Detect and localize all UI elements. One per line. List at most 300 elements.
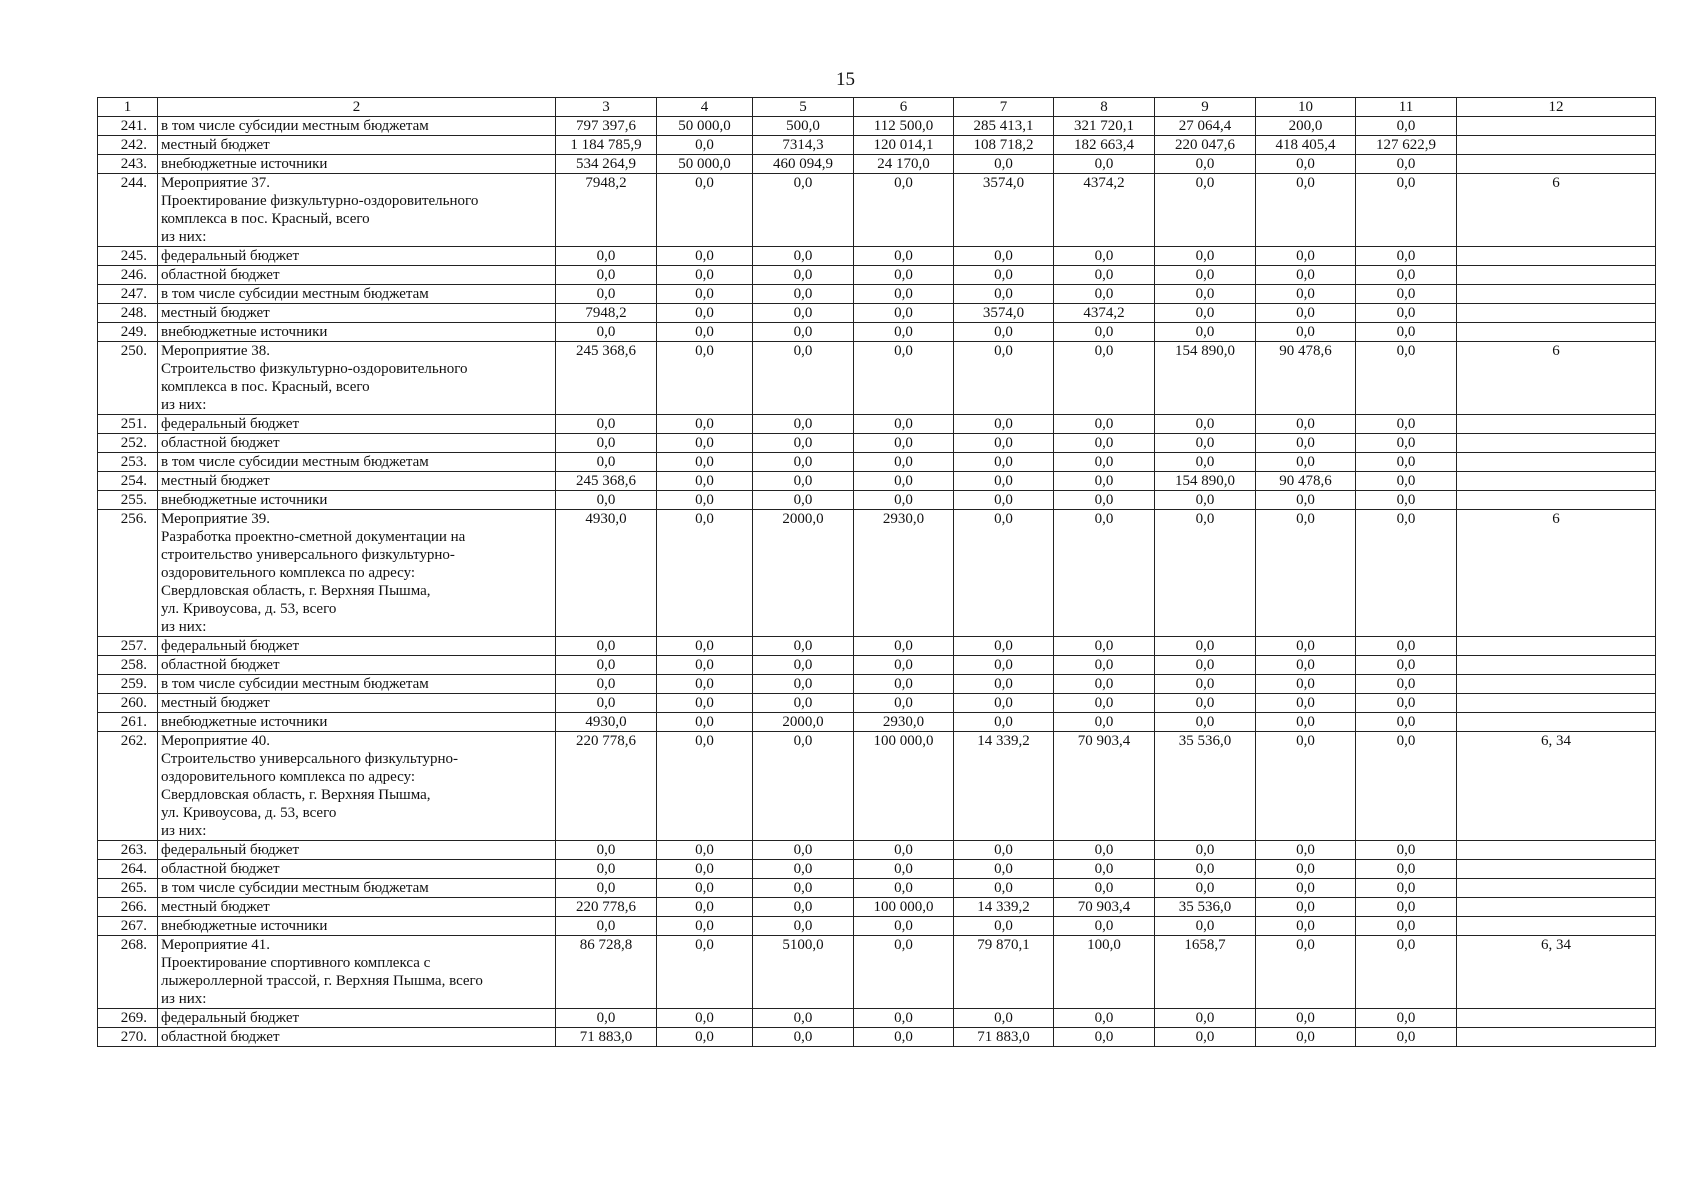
value-cell: 0,0 [753,879,854,898]
value-cell: 0,0 [954,675,1054,694]
value-cell: 0,0 [1054,342,1155,415]
value-cell: 0,0 [1155,434,1256,453]
target-indicator-cell [1457,694,1656,713]
value-cell: 0,0 [753,434,854,453]
column-header: 5 [753,98,854,117]
value-cell: 3574,0 [954,174,1054,247]
value-cell: 0,0 [854,491,954,510]
target-indicator-cell [1457,155,1656,174]
value-cell: 0,0 [1356,637,1457,656]
target-indicator-cell [1457,491,1656,510]
value-cell: 0,0 [1256,155,1356,174]
value-cell: 0,0 [556,841,657,860]
value-cell: 100,0 [1054,936,1155,1009]
table-row [98,174,1656,247]
value-cell: 0,0 [854,342,954,415]
value-cell: 0,0 [1155,637,1256,656]
value-cell: 0,0 [657,637,753,656]
value-cell: 0,0 [1155,266,1256,285]
value-cell: 0,0 [657,841,753,860]
value-cell: 0,0 [1155,247,1256,266]
value-cell: 0,0 [657,323,753,342]
value-cell: 0,0 [854,879,954,898]
row-description: областной бюджет [158,1028,556,1047]
table-row [98,510,1656,637]
table-row [98,472,1656,491]
value-cell: 0,0 [1155,656,1256,675]
value-cell: 0,0 [1356,491,1457,510]
value-cell: 0,0 [1155,285,1256,304]
row-number: 243. [98,155,158,174]
value-cell: 0,0 [1054,860,1155,879]
target-indicator-cell [1457,675,1656,694]
value-cell: 2000,0 [753,510,854,637]
value-cell: 0,0 [1256,936,1356,1009]
row-number: 250. [98,342,158,415]
value-cell: 90 478,6 [1256,472,1356,491]
row-description: местный бюджет [158,694,556,713]
target-indicator-cell [1457,285,1656,304]
value-cell: 0,0 [1054,713,1155,732]
value-cell: 0,0 [556,285,657,304]
table-row [98,917,1656,936]
table-row [98,694,1656,713]
value-cell: 0,0 [954,510,1054,637]
value-cell: 500,0 [753,117,854,136]
target-indicator-cell [1457,323,1656,342]
value-cell: 2000,0 [753,713,854,732]
value-cell: 0,0 [954,694,1054,713]
value-cell: 0,0 [1356,898,1457,917]
value-cell: 0,0 [1054,917,1155,936]
value-cell: 0,0 [854,637,954,656]
value-cell: 1 184 785,9 [556,136,657,155]
value-cell: 120 014,1 [854,136,954,155]
value-cell: 182 663,4 [1054,136,1155,155]
column-header: 6 [854,98,954,117]
value-cell: 0,0 [854,285,954,304]
value-cell: 0,0 [556,656,657,675]
page-number: 15 [836,69,855,90]
table-row [98,323,1656,342]
value-cell: 0,0 [1356,694,1457,713]
target-indicator-cell [1457,917,1656,936]
value-cell: 90 478,6 [1256,342,1356,415]
row-description: областной бюджет [158,656,556,675]
column-header: 11 [1356,98,1457,117]
value-cell: 0,0 [1356,117,1457,136]
row-description: федеральный бюджет [158,247,556,266]
row-description: в том числе субсидии местным бюджетам [158,675,556,694]
value-cell: 154 890,0 [1155,342,1256,415]
row-description: внебюджетные источники [158,155,556,174]
value-cell: 0,0 [1256,491,1356,510]
value-cell: 0,0 [854,247,954,266]
value-cell: 0,0 [854,174,954,247]
table-row [98,860,1656,879]
target-indicator-cell: 6 [1457,510,1656,637]
value-cell: 0,0 [954,472,1054,491]
value-cell: 0,0 [954,491,1054,510]
value-cell: 0,0 [657,453,753,472]
value-cell: 0,0 [954,285,1054,304]
value-cell: 0,0 [1356,860,1457,879]
table-row [98,675,1656,694]
value-cell: 0,0 [1155,860,1256,879]
target-indicator-cell [1457,472,1656,491]
value-cell: 0,0 [1256,434,1356,453]
value-cell: 0,0 [1356,174,1457,247]
column-header: 1 [98,98,158,117]
value-cell: 0,0 [854,453,954,472]
value-cell: 0,0 [753,694,854,713]
value-cell: 0,0 [1054,694,1155,713]
value-cell: 2930,0 [854,510,954,637]
value-cell: 5100,0 [753,936,854,1009]
value-cell: 0,0 [1155,1009,1256,1028]
value-cell: 0,0 [854,675,954,694]
value-cell: 0,0 [854,936,954,1009]
row-description: областной бюджет [158,266,556,285]
value-cell: 24 170,0 [854,155,954,174]
value-cell: 0,0 [753,675,854,694]
value-cell: 4374,2 [1054,304,1155,323]
target-indicator-cell [1457,117,1656,136]
value-cell: 0,0 [954,415,1054,434]
value-cell: 0,0 [954,860,1054,879]
value-cell: 0,0 [854,841,954,860]
value-cell: 0,0 [1356,656,1457,675]
row-description: Мероприятие 40. Строительство универсального физкультурно- оздоровительного комплекса по адресу: Свердловская область, г. Верхняя Пышма, ул. Кривоусова, д. 53, всего из них: [158,732,556,841]
row-description: внебюджетные источники [158,491,556,510]
value-cell: 0,0 [556,675,657,694]
value-cell: 71 883,0 [954,1028,1054,1047]
row-description: внебюджетные источники [158,917,556,936]
value-cell: 2930,0 [854,713,954,732]
value-cell: 0,0 [556,1009,657,1028]
row-number: 241. [98,117,158,136]
value-cell: 0,0 [1256,898,1356,917]
target-indicator-cell [1457,860,1656,879]
value-cell: 460 094,9 [753,155,854,174]
table-row [98,637,1656,656]
target-indicator-cell [1457,136,1656,155]
row-description: местный бюджет [158,472,556,491]
value-cell: 0,0 [1054,656,1155,675]
value-cell: 0,0 [1155,694,1256,713]
value-cell: 0,0 [1356,1028,1457,1047]
value-cell: 0,0 [556,860,657,879]
row-number: 257. [98,637,158,656]
value-cell: 0,0 [954,434,1054,453]
value-cell: 0,0 [1256,675,1356,694]
row-number: 270. [98,1028,158,1047]
value-cell: 0,0 [1256,1028,1356,1047]
value-cell: 0,0 [1256,415,1356,434]
value-cell: 0,0 [1356,342,1457,415]
value-cell: 0,0 [1155,713,1256,732]
value-cell: 220 778,6 [556,732,657,841]
value-cell: 0,0 [1155,453,1256,472]
value-cell: 0,0 [1054,434,1155,453]
value-cell: 0,0 [1054,323,1155,342]
value-cell: 0,0 [1054,155,1155,174]
target-indicator-cell [1457,656,1656,675]
value-cell: 0,0 [1155,323,1256,342]
row-number: 256. [98,510,158,637]
value-cell: 0,0 [657,675,753,694]
target-indicator-cell [1457,898,1656,917]
value-cell: 0,0 [657,917,753,936]
value-cell: 0,0 [657,898,753,917]
value-cell: 0,0 [1054,637,1155,656]
value-cell: 0,0 [556,323,657,342]
table-row [98,713,1656,732]
value-cell: 4374,2 [1054,174,1155,247]
target-indicator-cell [1457,1028,1656,1047]
row-description: федеральный бюджет [158,637,556,656]
table-row [98,117,1656,136]
row-number: 245. [98,247,158,266]
row-number: 268. [98,936,158,1009]
value-cell: 0,0 [1256,917,1356,936]
row-description: федеральный бюджет [158,1009,556,1028]
value-cell: 0,0 [657,285,753,304]
value-cell: 7948,2 [556,174,657,247]
table-row [98,841,1656,860]
value-cell: 0,0 [1256,656,1356,675]
value-cell: 0,0 [854,304,954,323]
table-row [98,342,1656,415]
value-cell: 7948,2 [556,304,657,323]
row-number: 260. [98,694,158,713]
value-cell: 0,0 [1054,472,1155,491]
row-number: 261. [98,713,158,732]
value-cell: 0,0 [1155,1028,1256,1047]
value-cell: 0,0 [753,472,854,491]
row-description: в том числе субсидии местным бюджетам [158,117,556,136]
value-cell: 0,0 [753,415,854,434]
target-indicator-cell: 6, 34 [1457,732,1656,841]
value-cell: 0,0 [1356,453,1457,472]
value-cell: 0,0 [1054,285,1155,304]
value-cell: 0,0 [854,656,954,675]
value-cell: 0,0 [1155,415,1256,434]
value-cell: 0,0 [556,247,657,266]
value-cell: 418 405,4 [1256,136,1356,155]
table-row [98,732,1656,841]
value-cell: 0,0 [1356,304,1457,323]
value-cell: 0,0 [753,637,854,656]
value-cell: 0,0 [753,491,854,510]
value-cell: 0,0 [753,285,854,304]
target-indicator-cell [1457,453,1656,472]
target-indicator-cell: 6, 34 [1457,936,1656,1009]
value-cell: 70 903,4 [1054,898,1155,917]
row-description: внебюджетные источники [158,323,556,342]
value-cell: 0,0 [1155,304,1256,323]
value-cell: 0,0 [954,841,1054,860]
row-number: 263. [98,841,158,860]
target-indicator-cell [1457,304,1656,323]
value-cell: 127 622,9 [1356,136,1457,155]
row-number: 259. [98,675,158,694]
value-cell: 0,0 [1155,174,1256,247]
value-cell: 0,0 [657,304,753,323]
value-cell: 0,0 [556,415,657,434]
value-cell: 0,0 [753,266,854,285]
value-cell: 0,0 [1356,266,1457,285]
row-number: 248. [98,304,158,323]
value-cell: 0,0 [1256,637,1356,656]
target-indicator-cell [1457,434,1656,453]
table-row [98,434,1656,453]
column-header: 3 [556,98,657,117]
value-cell: 0,0 [954,637,1054,656]
value-cell: 0,0 [657,342,753,415]
value-cell: 534 264,9 [556,155,657,174]
value-cell: 0,0 [1356,472,1457,491]
value-cell: 0,0 [1356,879,1457,898]
value-cell: 14 339,2 [954,732,1054,841]
value-cell: 0,0 [753,898,854,917]
row-number: 246. [98,266,158,285]
value-cell: 0,0 [657,434,753,453]
row-number: 267. [98,917,158,936]
value-cell: 0,0 [1054,1028,1155,1047]
value-cell: 0,0 [954,1009,1054,1028]
row-number: 242. [98,136,158,155]
value-cell: 0,0 [954,342,1054,415]
table-row [98,304,1656,323]
value-cell: 0,0 [657,713,753,732]
value-cell: 0,0 [657,732,753,841]
value-cell: 0,0 [1356,415,1457,434]
value-cell: 245 368,6 [556,472,657,491]
row-number: 265. [98,879,158,898]
value-cell: 0,0 [556,491,657,510]
value-cell: 797 397,6 [556,117,657,136]
value-cell: 3574,0 [954,304,1054,323]
row-number: 254. [98,472,158,491]
value-cell: 0,0 [954,155,1054,174]
value-cell: 0,0 [657,510,753,637]
table-row [98,453,1656,472]
value-cell: 0,0 [556,917,657,936]
value-cell: 0,0 [753,453,854,472]
value-cell: 0,0 [1256,266,1356,285]
row-description: областной бюджет [158,434,556,453]
row-number: 253. [98,453,158,472]
value-cell: 14 339,2 [954,898,1054,917]
value-cell: 0,0 [556,637,657,656]
row-number: 269. [98,1009,158,1028]
table-row [98,247,1656,266]
value-cell: 0,0 [1256,732,1356,841]
target-indicator-cell [1457,841,1656,860]
column-header: 8 [1054,98,1155,117]
value-cell: 4930,0 [556,510,657,637]
value-cell: 0,0 [753,323,854,342]
value-cell: 0,0 [1356,247,1457,266]
value-cell: 0,0 [1356,841,1457,860]
value-cell: 0,0 [657,879,753,898]
value-cell: 0,0 [753,1009,854,1028]
value-cell: 0,0 [954,453,1054,472]
value-cell: 0,0 [1256,510,1356,637]
value-cell: 285 413,1 [954,117,1054,136]
table-row [98,155,1656,174]
value-cell: 0,0 [854,1009,954,1028]
value-cell: 0,0 [1356,434,1457,453]
value-cell: 108 718,2 [954,136,1054,155]
value-cell: 0,0 [854,1028,954,1047]
value-cell: 0,0 [954,247,1054,266]
value-cell: 0,0 [657,247,753,266]
row-description: Мероприятие 39. Разработка проектно-сметной документации на строительство универсального физкультурно- оздоровительного комплекса по адресу: Свердловская область, г. Верхняя Пышма, ул. Кривоусова, д. 53, всего из них: [158,510,556,637]
value-cell: 0,0 [556,694,657,713]
value-cell: 0,0 [1054,841,1155,860]
value-cell: 0,0 [1155,491,1256,510]
value-cell: 0,0 [1155,841,1256,860]
row-number: 258. [98,656,158,675]
table-row [98,936,1656,1009]
value-cell: 0,0 [854,266,954,285]
value-cell: 70 903,4 [1054,732,1155,841]
value-cell: 0,0 [1256,247,1356,266]
value-cell: 0,0 [1256,841,1356,860]
row-number: 249. [98,323,158,342]
value-cell: 0,0 [954,917,1054,936]
value-cell: 0,0 [1054,491,1155,510]
value-cell: 0,0 [1356,936,1457,1009]
value-cell: 0,0 [1155,155,1256,174]
value-cell: 7314,3 [753,136,854,155]
value-cell: 0,0 [1356,732,1457,841]
value-cell: 321 720,1 [1054,117,1155,136]
value-cell: 0,0 [1054,1009,1155,1028]
value-cell: 0,0 [1256,453,1356,472]
value-cell: 112 500,0 [854,117,954,136]
value-cell: 0,0 [657,266,753,285]
value-cell: 245 368,6 [556,342,657,415]
row-description: местный бюджет [158,304,556,323]
value-cell: 0,0 [854,472,954,491]
value-cell: 0,0 [657,136,753,155]
value-cell: 0,0 [657,174,753,247]
value-cell: 0,0 [753,732,854,841]
row-number: 251. [98,415,158,434]
column-header: 10 [1256,98,1356,117]
value-cell: 0,0 [854,917,954,936]
target-indicator-cell [1457,879,1656,898]
row-description: внебюджетные источники [158,713,556,732]
value-cell: 0,0 [556,453,657,472]
row-description: Мероприятие 38. Строительство физкультурно-оздоровительного комплекса в пос. Красный, всего из них: [158,342,556,415]
table-row [98,879,1656,898]
value-cell: 0,0 [1155,879,1256,898]
value-cell: 0,0 [1155,917,1256,936]
value-cell: 0,0 [753,247,854,266]
row-description: в том числе субсидии местным бюджетам [158,879,556,898]
row-description: федеральный бюджет [158,841,556,860]
value-cell: 0,0 [556,879,657,898]
value-cell: 0,0 [753,860,854,879]
value-cell: 35 536,0 [1155,898,1256,917]
row-number: 244. [98,174,158,247]
value-cell: 0,0 [1054,675,1155,694]
value-cell: 0,0 [657,694,753,713]
